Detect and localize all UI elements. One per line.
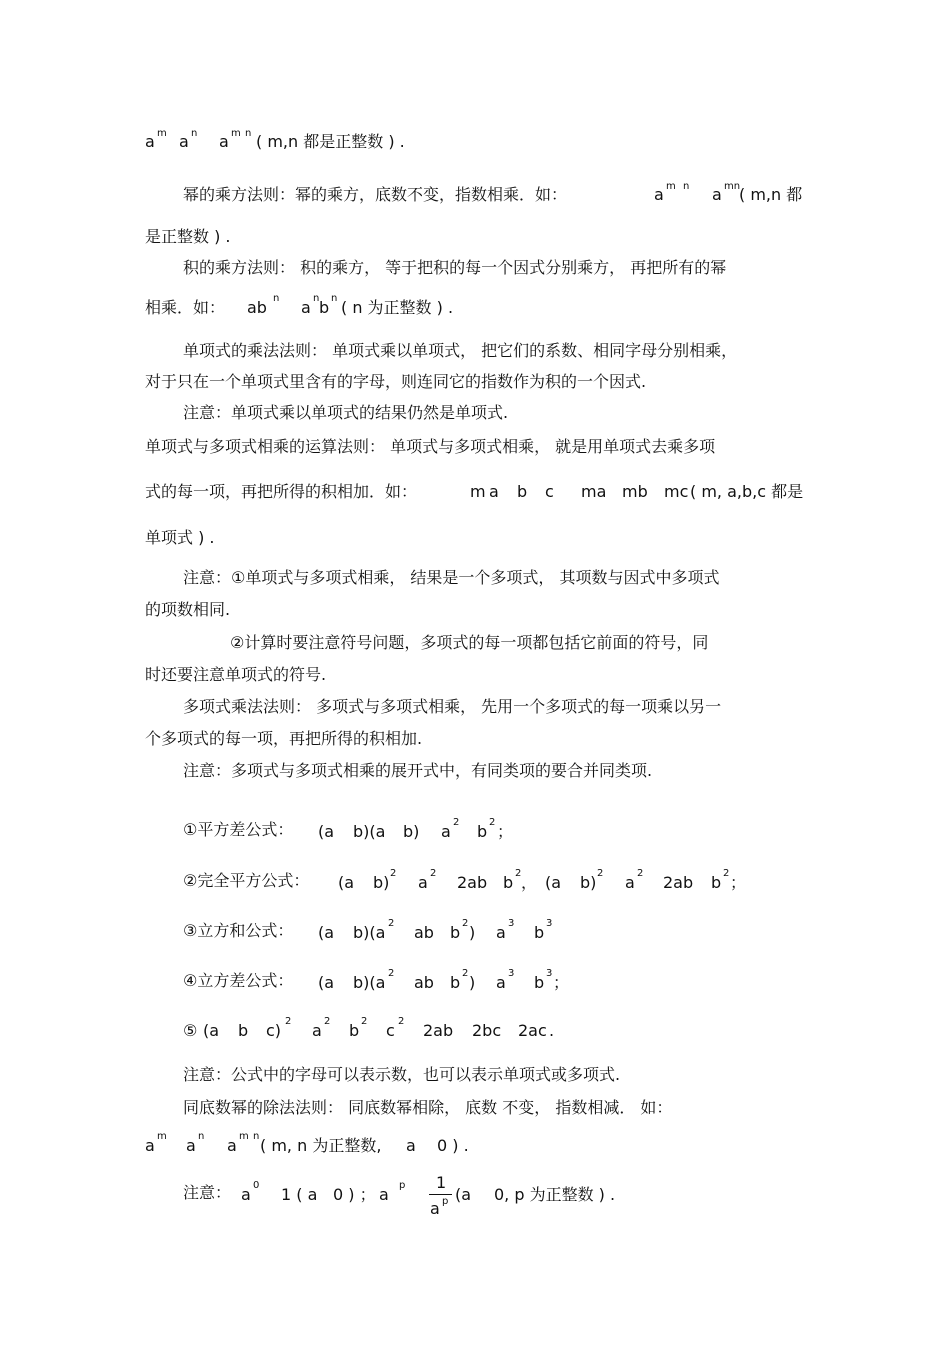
text-line: 是正整数 ) . [145,227,231,246]
math-sup-2: 2 [398,1016,405,1027]
text-line: 同底数幂的除法法则： 同底数幂相除， 底数 不变， 指数相减． 如： [183,1098,673,1117]
math-c: c [386,1021,395,1040]
math-sup-p: p [442,1196,449,1207]
math-lp-a: (a [545,873,562,892]
math-mb: mb [622,482,648,501]
math-sup-n: n [198,1131,205,1142]
math-a: a [312,1021,322,1040]
math-sup-m: m [157,128,167,139]
formula-label: ③立方和公式： [183,921,294,940]
math-lp-a: (a [338,873,355,892]
text-line: ( m,n 都是正整数 ) . [256,132,405,151]
text-line: 0 ) . [437,1136,469,1155]
math-b: b [477,822,488,841]
math-b: b [450,923,461,942]
text-line: 注意：多项式与多项式相乘的展开式中，有同类项的要合并同类项. [183,761,653,780]
math-sup-2: 2 [462,918,469,929]
math-a: a [496,923,506,942]
math-sup-n: n [273,293,280,304]
math-b-rp: b) [580,873,597,892]
math-comma: ， [521,873,538,892]
math-ma: ma [581,482,607,501]
formula-label: ④立方差公式： [183,971,294,990]
math-b: b [450,973,461,992]
math-a: a [654,185,664,204]
math-sup-2: 2 [285,1016,292,1027]
math-b-rp: b) [373,873,390,892]
text-line: 相乘．如： [145,298,226,317]
math-a: a [227,1136,237,1155]
math-a: a [418,873,428,892]
math-sup-m: m [157,1131,167,1142]
math-rp: ) [469,923,476,942]
math-m: m [470,482,486,501]
text-line: 式的每一项，再把所得的积相加．如： [145,482,418,501]
math-sup-2: 2 [515,868,522,879]
math-sup-n: n [245,128,252,139]
text-line: ②计算时要注意符号问题，多项式的每一项都包括它前面的符号，同 [230,633,709,652]
text-line: 注意：单项式乘以单项式的结果仍然是单项式. [183,403,509,422]
math-sup-3: 3 [508,918,515,929]
math-sup-2: 2 [597,868,604,879]
text-line: 注意：①单项式与多项式相乘， 结果是一个多项式， 其项数与因式中多项式 [183,568,720,587]
math-sup-n: n [313,293,320,304]
math-sup-2: 2 [430,868,437,879]
math-ab: ab [414,973,434,992]
math-sup-3: 3 [508,968,515,979]
math-b: b [534,973,545,992]
math-lp-a: (a [318,973,335,992]
text-line: 个多项式的每一项，再把所得的积相加. [145,729,423,748]
math-2ac: 2ac [518,1021,547,1040]
math-a: a [186,1136,196,1155]
math-sup-2: 2 [388,968,395,979]
text-line: ( m, n 为正整数, [260,1136,382,1155]
text-line: ( n 为正整数 ) . [341,298,454,317]
math-b-rp-lp-a: b)(a [353,923,386,942]
math-sup-n: n [253,1131,260,1142]
math-sup-2: 2 [390,868,397,879]
fraction-numerator: 1 [436,1173,447,1192]
math-a: a [219,132,229,151]
text-line: 幂的乘方法则：幂的乘方，底数不变，指数相乘．如： [183,185,568,204]
math-ab: ab [414,923,434,942]
fraction-bar [429,1194,452,1195]
math-b: b [711,873,722,892]
text-line: 注意：公式中的字母可以表示数，也可以表示单项式或多项式. [183,1065,621,1084]
text-line: 的项数相同. [145,600,231,619]
math-sup-n: n [331,293,338,304]
math-lp-a: (a [318,923,335,942]
math-a: a [179,132,189,151]
math-rp: ) [469,973,476,992]
fraction-denominator: a [430,1199,440,1218]
math-sup-n: n [191,128,198,139]
math-b-rp: b) [403,822,420,841]
math-mc: mc [664,482,689,501]
math-sup-2: 2 [388,918,395,929]
math-sup-2: 2 [324,1016,331,1027]
text-line: (a [455,1185,472,1204]
formula-label: ①平方差公式： [183,820,294,839]
text-line: 时还要注意单项式的符号. [145,665,327,684]
math-a: a [712,185,722,204]
math-a: a [441,822,451,841]
math-b: b [503,873,514,892]
text-line: a [406,1136,416,1155]
math-sup-p: p [399,1180,406,1191]
math-semicolon: ； [553,973,570,992]
math-sup-mn: mn [724,181,741,192]
math-semicolon: ； [730,873,747,892]
math-b: b [517,482,528,501]
text-line: 单项式 ) . [145,528,215,547]
math-a: a [379,1185,389,1204]
math-b: b [238,1021,249,1040]
math-2ab: 2ab [423,1021,454,1040]
text-line: ( m, a,b,c 都是 [690,482,804,501]
math-lp-a: (a [203,1021,220,1040]
text-line: 多项式乘法法则： 多项式与多项式相乘， 先用一个多项式的每一项乘以另一 [183,697,722,716]
math-a: a [489,482,499,501]
math-b: b [534,923,545,942]
text-line: 单项式与多项式相乘的运算法则： 单项式与多项式相乘， 就是用单项式去乘多项 [145,437,716,456]
math-sup-m: m [666,181,676,192]
text-line: 对于只在一个单项式里含有的字母，则连同它的指数作为积的一个因式. [145,372,647,391]
text-line: 单项式的乘法法则： 单项式乘以单项式， 把它们的系数、相同字母分别相乘， [183,341,738,360]
math-c: c [545,482,554,501]
math-sup-2: 2 [462,968,469,979]
math-b: b [349,1021,360,1040]
math-sup-0: 0 [253,1180,260,1191]
math-c-rp: c) [266,1021,282,1040]
math-a: a [145,1136,155,1155]
math-2ab: 2ab [457,873,488,892]
math-sup-2: 2 [723,868,730,879]
math-2ab: 2ab [663,873,694,892]
math-a: a [145,132,155,151]
math-sup-2: 2 [489,817,496,828]
math-period: . [549,1021,555,1040]
math-sup-2: 2 [637,868,644,879]
formula-label: ⑤ [183,1021,198,1040]
math-sup-3: 3 [546,968,553,979]
math-semicolon: ； [497,822,514,841]
text-line: ( m,n 都 [739,185,803,204]
text-line: 积的乘方法则： 积的乘方， 等于把积的每一个因式分别乘方， 再把所有的幂 [183,258,727,277]
math-a: a [625,873,635,892]
text-line: 0, p 为正整数 ) . [494,1185,616,1204]
math-a: a [301,298,311,317]
math-a: a [496,973,506,992]
math-b: b [319,298,330,317]
math-b-rp-lp-a: b)(a [353,973,386,992]
math-sup-3: 3 [546,918,553,929]
text-line: 注意： [183,1183,232,1202]
math-sup-m: m [231,128,241,139]
math-lp-a: (a [318,822,335,841]
formula-label: ②完全平方公式： [183,871,310,890]
math-sup-m: m [239,1131,249,1142]
math-2bc: 2bc [472,1021,502,1040]
text-line: 1 ( a [281,1185,318,1204]
math-sup-2: 2 [361,1016,368,1027]
math-a: a [241,1185,251,1204]
math-sup-n: n [683,181,690,192]
math-sup-2: 2 [453,817,460,828]
math-b-rp: b)(a [353,822,386,841]
text-line: 0 ) ； [333,1185,376,1204]
math-ab: ab [247,298,267,317]
